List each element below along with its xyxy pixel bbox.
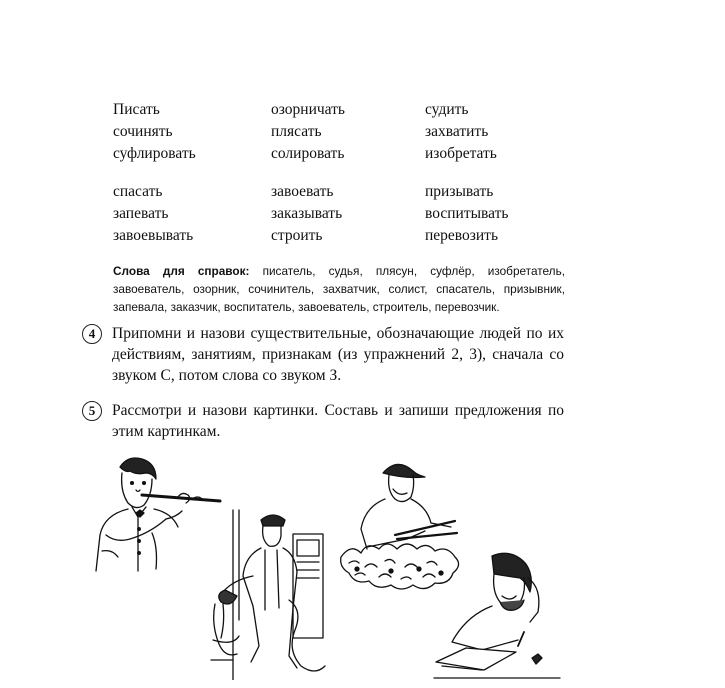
task-number: 5 [82,401,102,421]
word-column [113,99,263,165]
task-text: Припомни и назови существительные, обозначающие людей по их действиям, занятиям, признакам (из упражнений 2, 3), сначала со звуком С, потом слова со звуком З. [112,325,564,384]
word: изобретать [425,145,497,162]
word-column [271,99,421,165]
word: завоевать [271,183,334,200]
word: солировать [271,145,345,162]
word: заказывать [271,205,343,222]
word: перевозить [425,227,499,244]
gas-station-worker-illustration [205,500,330,680]
word: озорничать [271,101,345,118]
word-column [113,181,263,247]
word: запевать [113,205,169,222]
writer-at-desk-illustration [432,550,562,680]
word: призывать [425,183,494,200]
reference-text: писатель, судья, плясун, суфлёр, изобретатель, завоеватель, озорник, сочинитель, захватчик, солист, спасатель, призывник, запевала, заказчик, воспитатель, завоеватель, строитель, перевозчик. [113,264,565,314]
word: спасать [113,183,163,200]
word: сочинять [113,123,173,140]
word-column [425,99,575,165]
word: завоевывать [113,227,194,244]
word: строить [271,227,323,244]
word: плясать [271,123,322,140]
reference-words [113,262,565,316]
word-column [425,181,575,247]
task-text: Рассмотри и назови картинки. Составь и запиши предложения по этим картинкам. [112,402,564,440]
reference-label: Слова для справок: [113,264,250,278]
task-number: 4 [82,324,102,344]
word: захватить [425,123,489,140]
word-column [271,181,421,247]
word: Писать [113,101,160,118]
word: судить [425,101,469,118]
word: воспитывать [425,205,509,222]
word: суфлировать [113,145,196,162]
